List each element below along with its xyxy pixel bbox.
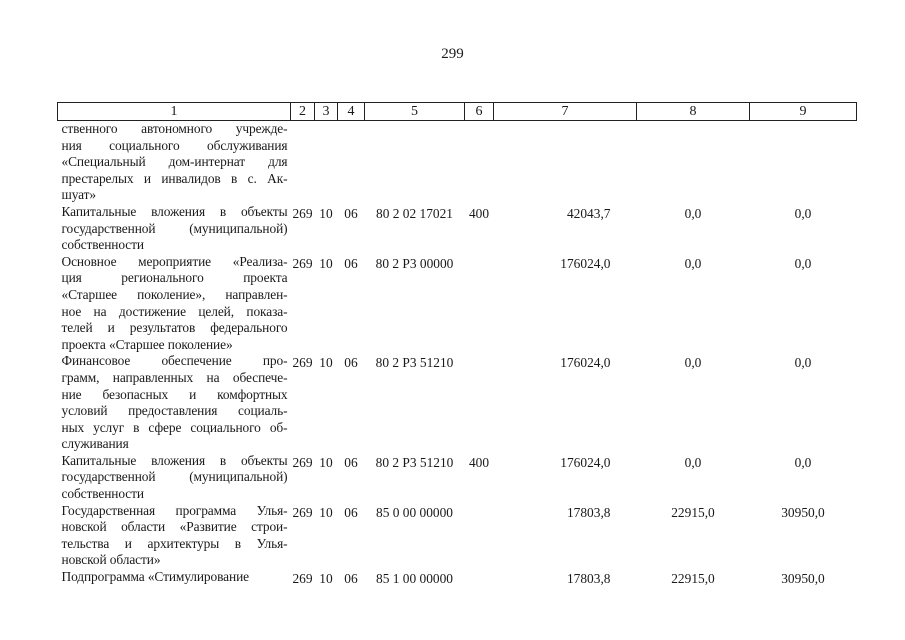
cell-col-7: 42043,7 (566, 205, 611, 221)
description-line: ния социального обслуживания (61, 137, 288, 153)
cell-col-8: 0,0 (684, 454, 702, 470)
cell-col-7: 17803,8 (566, 571, 611, 587)
description-line: Государственная программа Улья- (61, 502, 288, 518)
row-description (58, 121, 291, 204)
description-line: новской области» (61, 552, 161, 568)
col-header-5: 5 (365, 103, 465, 121)
description-line: шуат» (61, 187, 96, 203)
cell-col-4: 06 (344, 571, 358, 587)
col-header-3: 3 (315, 103, 338, 121)
cell-col-4: 06 (344, 454, 358, 470)
table-row (58, 453, 857, 503)
description-line: «Специальный дом-интернат для (61, 154, 288, 170)
cell-col-2: 269 (292, 504, 313, 520)
table-body (58, 121, 857, 588)
cell-col-4: 06 (344, 255, 358, 271)
budget-table (57, 102, 857, 588)
cell-col-5 (365, 121, 465, 204)
cell-col-4 (338, 121, 365, 204)
row-description (58, 569, 291, 588)
cell-col-6 (465, 569, 494, 588)
table-row (58, 503, 857, 569)
row-description (58, 254, 291, 354)
cell-col-8: 0,0 (684, 205, 702, 221)
cell-col-6: 400 (468, 454, 490, 470)
cell-col-2: 269 (292, 355, 313, 371)
description-line: новской области «Развитие строи- (61, 519, 288, 535)
cell-col-5: 80 2 P3 00000 (375, 255, 454, 271)
cell-col-8: 22915,0 (671, 571, 715, 587)
description-line: ние безопасных и комфортных (61, 386, 288, 402)
cell-col-5: 80 2 P3 51210 (375, 454, 454, 470)
description-line: служивания (61, 436, 129, 452)
col-header-4: 4 (338, 103, 365, 121)
cell-col-5: 80 2 02 17021 (376, 205, 453, 221)
cell-col-2 (291, 121, 315, 204)
col-header-1: 1 (58, 103, 291, 121)
cell-col-7: 176024,0 (560, 355, 611, 371)
cell-col-6 (465, 254, 494, 354)
description-line: Подпрограмма «Стимулирование (61, 569, 249, 585)
description-line: государственной (муниципальной) (61, 469, 288, 485)
description-line: проекта «Старшее поколение» (61, 336, 233, 352)
table-row (58, 121, 857, 204)
cell-col-8 (637, 121, 750, 204)
description-line: Капитальные вложения в объекты (61, 452, 288, 468)
cell-col-2: 269 (292, 571, 313, 587)
table-header-row (58, 103, 857, 121)
table-row (58, 569, 857, 588)
cell-col-4: 06 (344, 355, 358, 371)
cell-col-5: 85 1 00 00000 (376, 571, 453, 587)
cell-col-7: 17803,8 (566, 504, 611, 520)
cell-col-6 (465, 121, 494, 204)
cell-col-2: 269 (292, 255, 313, 271)
cell-col-9: 0,0 (794, 255, 812, 271)
cell-col-5: 85 0 00 00000 (376, 504, 453, 520)
cell-col-7 (494, 121, 637, 204)
description-line: Основное мероприятие «Реализа- (61, 253, 288, 269)
description-line: условий предоставления социаль- (61, 403, 288, 419)
row-description (58, 204, 291, 254)
row-description (58, 353, 291, 453)
cell-col-8: 0,0 (684, 255, 702, 271)
cell-col-2: 269 (292, 205, 313, 221)
cell-col-6 (465, 503, 494, 569)
col-header-6: 6 (465, 103, 494, 121)
description-line: ных услуг в сфере социального об- (61, 419, 288, 435)
description-line: ция регионального проекта (61, 270, 288, 286)
description-line: телей и результатов федерального (61, 320, 288, 336)
description-line: собственности (61, 486, 144, 502)
cell-col-9: 0,0 (794, 454, 812, 470)
cell-col-2: 269 (292, 454, 313, 470)
row-description (58, 503, 291, 569)
description-line: ное на достижение целей, показа- (61, 303, 288, 319)
cell-col-4: 06 (344, 504, 358, 520)
table-row (58, 204, 857, 254)
description-line: «Старшее поколение», направлен- (61, 286, 288, 302)
cell-col-7: 176024,0 (560, 255, 611, 271)
description-line: грамм, направленных на обеспече- (61, 369, 288, 385)
cell-col-6 (465, 353, 494, 453)
col-header-7: 7 (494, 103, 637, 121)
cell-col-3: 10 (319, 205, 333, 221)
row-description (58, 453, 291, 503)
cell-col-3: 10 (319, 504, 333, 520)
cell-col-7: 176024,0 (560, 454, 611, 470)
description-line: Финансовое обеспечение про- (61, 353, 288, 369)
col-header-2: 2 (291, 103, 315, 121)
cell-col-9: 30950,0 (781, 504, 825, 520)
cell-col-9: 0,0 (794, 205, 812, 221)
cell-col-3: 10 (319, 355, 333, 371)
cell-col-9 (750, 121, 857, 204)
cell-col-9: 0,0 (794, 355, 812, 371)
cell-col-8: 22915,0 (671, 504, 715, 520)
cell-col-3: 10 (319, 454, 333, 470)
page-number: 299 (441, 46, 464, 62)
description-line: престарелых и инвалидов в с. Ак- (61, 170, 288, 186)
cell-col-8: 0,0 (684, 355, 702, 371)
cell-col-5: 80 2 P3 51210 (375, 355, 454, 371)
cell-col-9: 30950,0 (781, 571, 825, 587)
col-header-9: 9 (750, 103, 857, 121)
col-header-8: 8 (637, 103, 750, 121)
description-line: государственной (муниципальной) (61, 220, 288, 236)
description-line: тельства и архитектуры в Улья- (61, 535, 288, 551)
table-row (58, 353, 857, 453)
cell-col-6: 400 (468, 205, 490, 221)
cell-col-4: 06 (344, 205, 358, 221)
cell-col-3: 10 (319, 571, 333, 587)
description-line: собственности (61, 237, 144, 253)
description-line: ственного автономного учрежде- (61, 121, 288, 136)
cell-col-3: 10 (319, 255, 333, 271)
table-row (58, 254, 857, 354)
description-line: Капитальные вложения в объекты (61, 203, 288, 219)
cell-col-3 (315, 121, 338, 204)
